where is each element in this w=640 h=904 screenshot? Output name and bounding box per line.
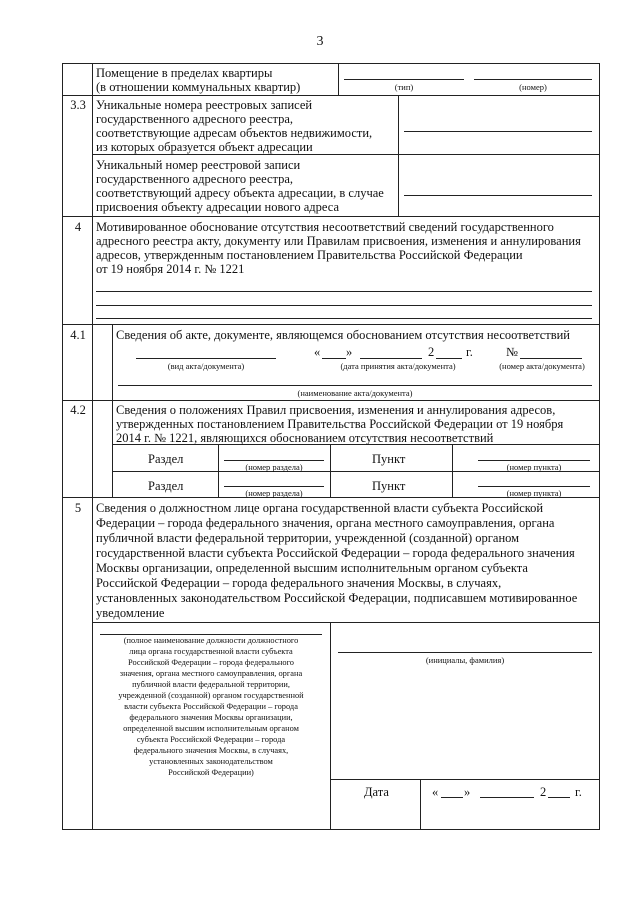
position-caption-1: (полное наименование должности должностного [123, 636, 299, 645]
act-date-month-field[interactable] [360, 358, 422, 359]
row-4-2-line-2: утвержденных постановлением Правительства Российской Федерации от 19 ноября [116, 417, 564, 431]
row-border [92, 622, 600, 623]
position-caption-3: Российской Федерации – города федерального [128, 658, 294, 667]
initials-field[interactable] [338, 652, 592, 653]
row-5-line-5: Москвы организации, определенной высшим исполнительным органом субъекта [96, 561, 528, 575]
position-field[interactable] [100, 634, 322, 635]
section-label: Раздел [148, 452, 184, 466]
row-4-number: 4 [74, 220, 82, 234]
room-label-2: (в отношении коммунальных квартир) [96, 80, 301, 94]
row-5-line-4: государственной власти субъекта Российской Федерации – города федерального значения [96, 546, 575, 560]
point-label: Пункт [372, 452, 406, 466]
act-number-sign: № [506, 345, 518, 359]
table-bottom-border [62, 829, 600, 830]
act-date-quote-open: « [314, 345, 321, 359]
room-type-field[interactable] [344, 79, 464, 80]
justification-line-2[interactable] [96, 305, 592, 306]
new-registry-number-field[interactable] [404, 195, 592, 196]
initials-caption: (инициалы, фамилия) [425, 655, 505, 665]
row-4-1-title: Сведения об акте, документе, являющемся обоснованием отсутствия несоответствий [116, 328, 570, 342]
point-value-divider [452, 444, 453, 497]
row-4-2-number: 4.2 [70, 403, 86, 417]
row-5-line-3: публичной власти федеральной территории, учрежденной (созданной) органом [96, 531, 520, 545]
act-name-field[interactable] [118, 385, 592, 386]
row-3-3-line-4: из которых образуется объект адресации [96, 140, 313, 154]
row-4-line-2: адресного реестра акту, документу или Правилам присвоения, изменения и аннулирования [96, 234, 581, 248]
page-number: 3 [316, 34, 324, 49]
row-border [62, 324, 600, 325]
act-kind-field[interactable] [136, 358, 276, 359]
row-3-3-sub-line-1: Уникальный номер реестровой записи [96, 158, 301, 172]
justification-line-3[interactable] [96, 318, 592, 319]
table-left-border [62, 63, 63, 830]
row-border [62, 400, 600, 401]
row-3-3-line-2: государственного адресного реестра, [96, 112, 294, 126]
signature-date-quote-close: » [464, 785, 471, 799]
table-top-border [62, 63, 600, 64]
position-caption-8: федерального значения Москвы организации, [129, 713, 293, 722]
section-cell-divider [218, 444, 219, 497]
point-number-field[interactable] [478, 460, 590, 461]
row-border [330, 779, 600, 780]
act-number-caption: (номер акта/документа) [499, 361, 585, 371]
act-number-field[interactable] [520, 358, 582, 359]
point-label: Пункт [372, 479, 406, 493]
room-number-caption: (номер) [519, 82, 547, 92]
row-4-2-line-3: 2014 г. № 1221, являющихся обоснованием отсутствия несоответствий [116, 431, 494, 445]
row-3-3-sub-line-4: присвоения объекту адресации нового адреса [96, 200, 340, 214]
act-date-year-prefix: 2 [428, 345, 435, 359]
position-caption-9: определенной высшим исполнительным органом [123, 724, 299, 733]
section-number-caption: (номер раздела) [245, 488, 303, 498]
act-date-caption: (дата принятия акта/документа) [340, 361, 456, 371]
row-3-3-sub-line-3: соответствующий адресу объекта адресации, в случае [96, 186, 384, 200]
point-number-caption: (номер пункта) [506, 462, 562, 472]
signature-date-year-suffix: г. [575, 785, 582, 799]
table-right-border [599, 63, 600, 830]
signature-date-month-field[interactable] [480, 797, 534, 798]
act-kind-caption: (вид акта/документа) [167, 361, 245, 371]
source-registry-number-field[interactable] [404, 131, 592, 132]
row-5-number: 5 [74, 501, 82, 515]
signature-date-year-field[interactable] [548, 797, 570, 798]
number-column-divider [92, 63, 93, 830]
row-5-line-6: Российской Федерации – города федерального значения Москвы, в случаях, [96, 576, 502, 590]
justification-line-1[interactable] [96, 291, 592, 292]
act-date-year-suffix: г. [466, 345, 473, 359]
row-4-line-4: от 19 ноября 2014 г. № 1221 [96, 262, 245, 276]
section-label: Раздел [148, 479, 184, 493]
room-number-field[interactable] [474, 79, 592, 80]
signature-date-label: Дата [364, 785, 389, 799]
act-date-day-field[interactable] [322, 358, 346, 359]
row-border [62, 95, 600, 96]
position-caption-4: значения, органа местного самоуправления, органа [119, 669, 303, 678]
point-cell-divider [330, 444, 331, 497]
signature-date-day-field[interactable] [441, 797, 463, 798]
position-caption-5: публичной власти федеральной территории, [132, 680, 290, 689]
section-number-field[interactable] [224, 460, 324, 461]
signature-date-year-prefix: 2 [540, 785, 547, 799]
room-type-caption: (тип) [394, 82, 414, 92]
row-5-line-2: Федерации – города федерального значения, органа местного самоуправления, органа [96, 516, 555, 530]
row-3-3-divider [398, 95, 399, 216]
row-3-3-number: 3.3 [70, 98, 86, 112]
signature-divider [330, 622, 331, 830]
point-number-field[interactable] [478, 486, 590, 487]
row-5-line-8: уведомление [96, 606, 165, 620]
position-caption-6: учрежденной (созданной) органом государственной [118, 691, 304, 700]
point-number-caption: (номер пункта) [506, 488, 562, 498]
position-caption-11: федерального значения Москвы, в случаях, [133, 746, 289, 755]
row-3-3-line-1: Уникальные номера реестровых записей [96, 98, 313, 112]
row-4-2-line-1: Сведения о положениях Правил присвоения, изменения и аннулирования адресов, [116, 403, 556, 417]
position-caption-10: субъекта Российской Федерации – города [136, 735, 286, 744]
position-caption-13: Российской Федерации) [168, 768, 254, 777]
row-4-line-1: Мотивированное обоснование отсутствия несоответствий сведений государственного [96, 220, 554, 234]
row-3-3-sub-line-2: государственного адресного реестра, [96, 172, 294, 186]
section-number-caption: (номер раздела) [245, 462, 303, 472]
row-5-line-1: Сведения о должностном лице органа государственной власти субъекта Российской [96, 501, 544, 515]
act-name-caption: (наименование акта/документа) [297, 388, 413, 398]
row-4-1-number: 4.1 [70, 328, 86, 342]
row-3-3-line-3: соответствующие адресам объектов недвижимости, [96, 126, 373, 140]
date-divider [420, 779, 421, 830]
row-4-line-3: адресов, утвержденным постановлением Правительства Российской Федерации [96, 248, 523, 262]
position-caption-7: власти субъекта Российской Федерации – города [124, 702, 298, 711]
row-border [62, 216, 600, 217]
section-number-field[interactable] [224, 486, 324, 487]
act-date-year-field[interactable] [436, 358, 462, 359]
position-caption-2: лица органа государственной власти субъекта [129, 647, 293, 656]
act-date-quote-close: » [346, 345, 353, 359]
signature-date-quote-open: « [432, 785, 439, 799]
row-5-line-7: установленных законодательством Российской Федерации, подписавшем мотивированное [96, 591, 578, 605]
room-label-1: Помещение в пределах квартиры [96, 66, 273, 80]
room-row-divider [338, 63, 339, 95]
position-caption-12: установленных законодательством [149, 757, 273, 766]
